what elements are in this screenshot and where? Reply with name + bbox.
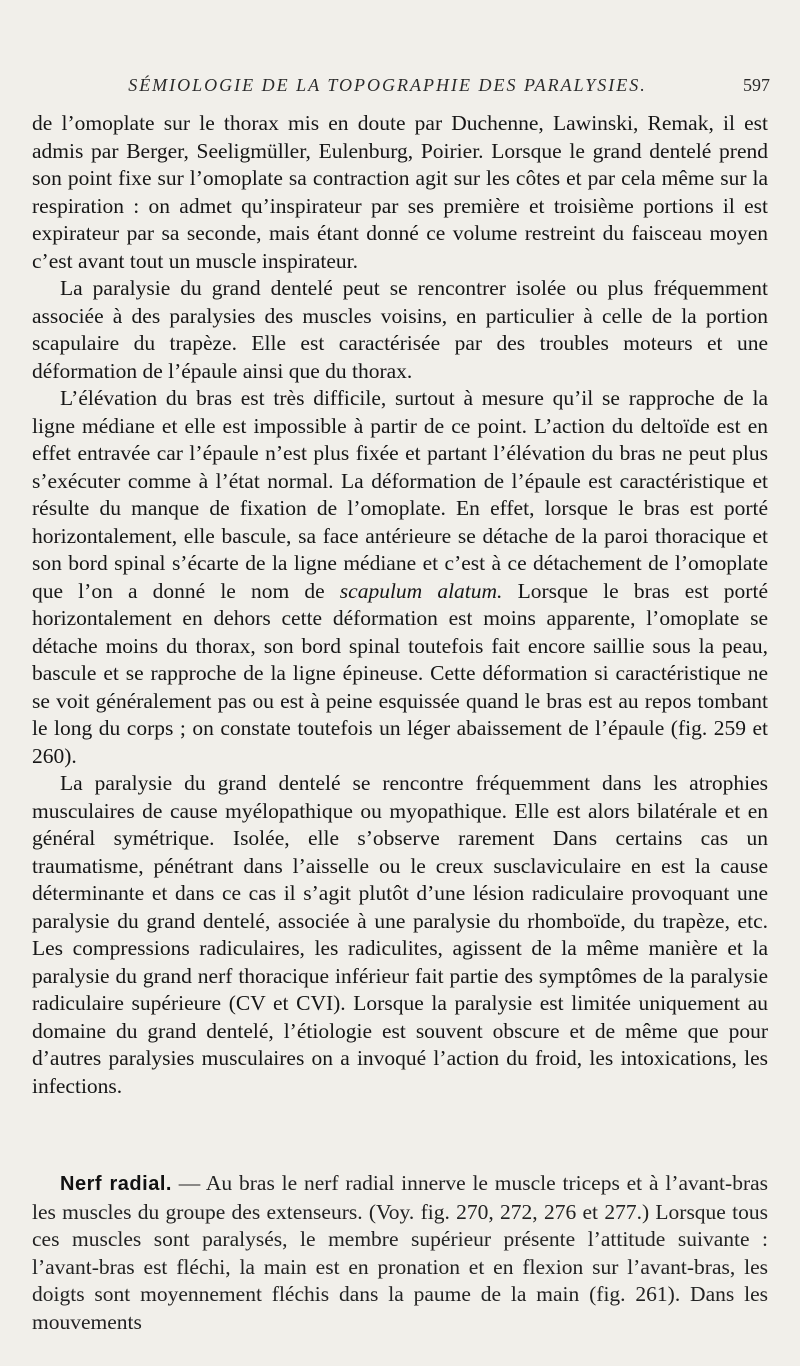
page-number: 597	[743, 74, 770, 95]
section-nerf-radial	[32, 1170, 768, 1336]
paragraph-2: La paralysie du grand dentelé peut se rencontrer isolée ou plus fréquemment associée à des paralysies des muscles voisins, en particulier à celle de la portion scapulaire du trapèze. Elle est caractérisée par des troubles moteurs et une déformation de l’épaule ainsi que du thorax.	[32, 276, 768, 383]
paragraph-4: La paralysie du grand dentelé se rencontre fréquemment dans les atrophies musculaires de cause myélopathique ou myopathique. Elle est alors bilatérale et en général symétrique. Isolée, elle s’observe rarement Dans certains cas un traumatisme, pénétrant dans l’aisselle ou le creux susclaviculaire en est la cause déterminante et dans ce cas il s’agit plutôt d’une lésion radiculaire provoquant une paralysie du grand dentelé, associée à une paralysie du rhomboïde, du trapèze, etc. Les compressions radiculaires, les radiculites, agissent de la même manière et la paralysie du grand nerf thoracique inférieur fait partie des symptômes de la paralysie radiculaire supérieure (CV et CVI). Lorsque la paralysie est limitée uniquement au domaine du grand dentelé, l’étiologie est souvent obscure et de même que pour d’autres paralysies musculaires on a invoqué l’action du froid, les intoxications, les infections.	[32, 771, 768, 1098]
paragraph-3-tail: Lorsque le bras est porté horizontalement en dehors cette déformation est moins apparente, l’omoplate se détache moins du thorax, son bord spinal toutefois fait encore saillie sous la peau, bascule et se rapproche de la ligne épineuse. Cette déformation si caractéristique ne se voit généralement pas ou est à peine esquissée quand le bras est au repos tombant le long du corps ; on constate toutefois un léger abaissement de l’épaule (fig. 259 et 260).	[32, 578, 768, 768]
page-header	[32, 70, 770, 100]
main-text	[32, 110, 768, 1100]
paragraph-1: de l’omoplate sur le thorax mis en doute par Duchenne, Lawinski, Remak, il est admis par Berger, Seeligmüller, Eulenburg, Poirier. Lorsque le grand dentelé prend son point fixe sur l’omoplate sa contraction agit sur les côtes et par cela même sur la respiration : on admet qu’inspirateur par ses première et troisième portions il est expirateur par sa seconde, mais étant donné ce volume restreint du faisceau moyen c’est avant tout un muscle inspirateur.	[32, 111, 768, 273]
paragraph-3-text: L’élévation du bras est très difficile, surtout à mesure qu’il se rapproche de la ligne médiane et elle est impossible à partir de ce point. L’action du deltoïde est en effet entravée car l’épaule n’est plus fixée et partant l’élévation du bras ne peut plus s’exécuter comme à l’état normal. La déformation de l’épaule est caractéristique et résulte du manque de fixation de l’omoplate. En effet, lorsque le bras est porté horizontalement, elle bascule, sa face antérieure se détache de la paroi thoracique et son bord spinal s’écarte de la ligne médiane et c’est à ce détachement de l’omoplate que l’on a donné le nom de	[32, 386, 768, 603]
section-title: Nerf radial.	[60, 1173, 172, 1195]
italic-term: scapulum alatum.	[339, 578, 503, 603]
paragraph-3	[32, 385, 768, 770]
running-title: SÉMIOLOGIE DE LA TOPOGRAPHIE DES PARALYSIES.	[128, 74, 647, 95]
section-paragraph	[32, 1170, 768, 1336]
section-text: — Au bras le nerf radial innerve le muscle triceps et à l’avant-bras les muscles du groupe des extenseurs. (Voy. fig. 270, 272, 276 et 277.) Lorsque tous ces muscles sont paralysés, le membre supérieur présente l’attitude suivante : l’avant-bras est fléchi, la main est en pronation et en flexion sur l’avant-bras, les doigts sont moyennement fléchis dans la paume de la main (fig. 261). Dans les mouvements	[32, 1171, 769, 1334]
